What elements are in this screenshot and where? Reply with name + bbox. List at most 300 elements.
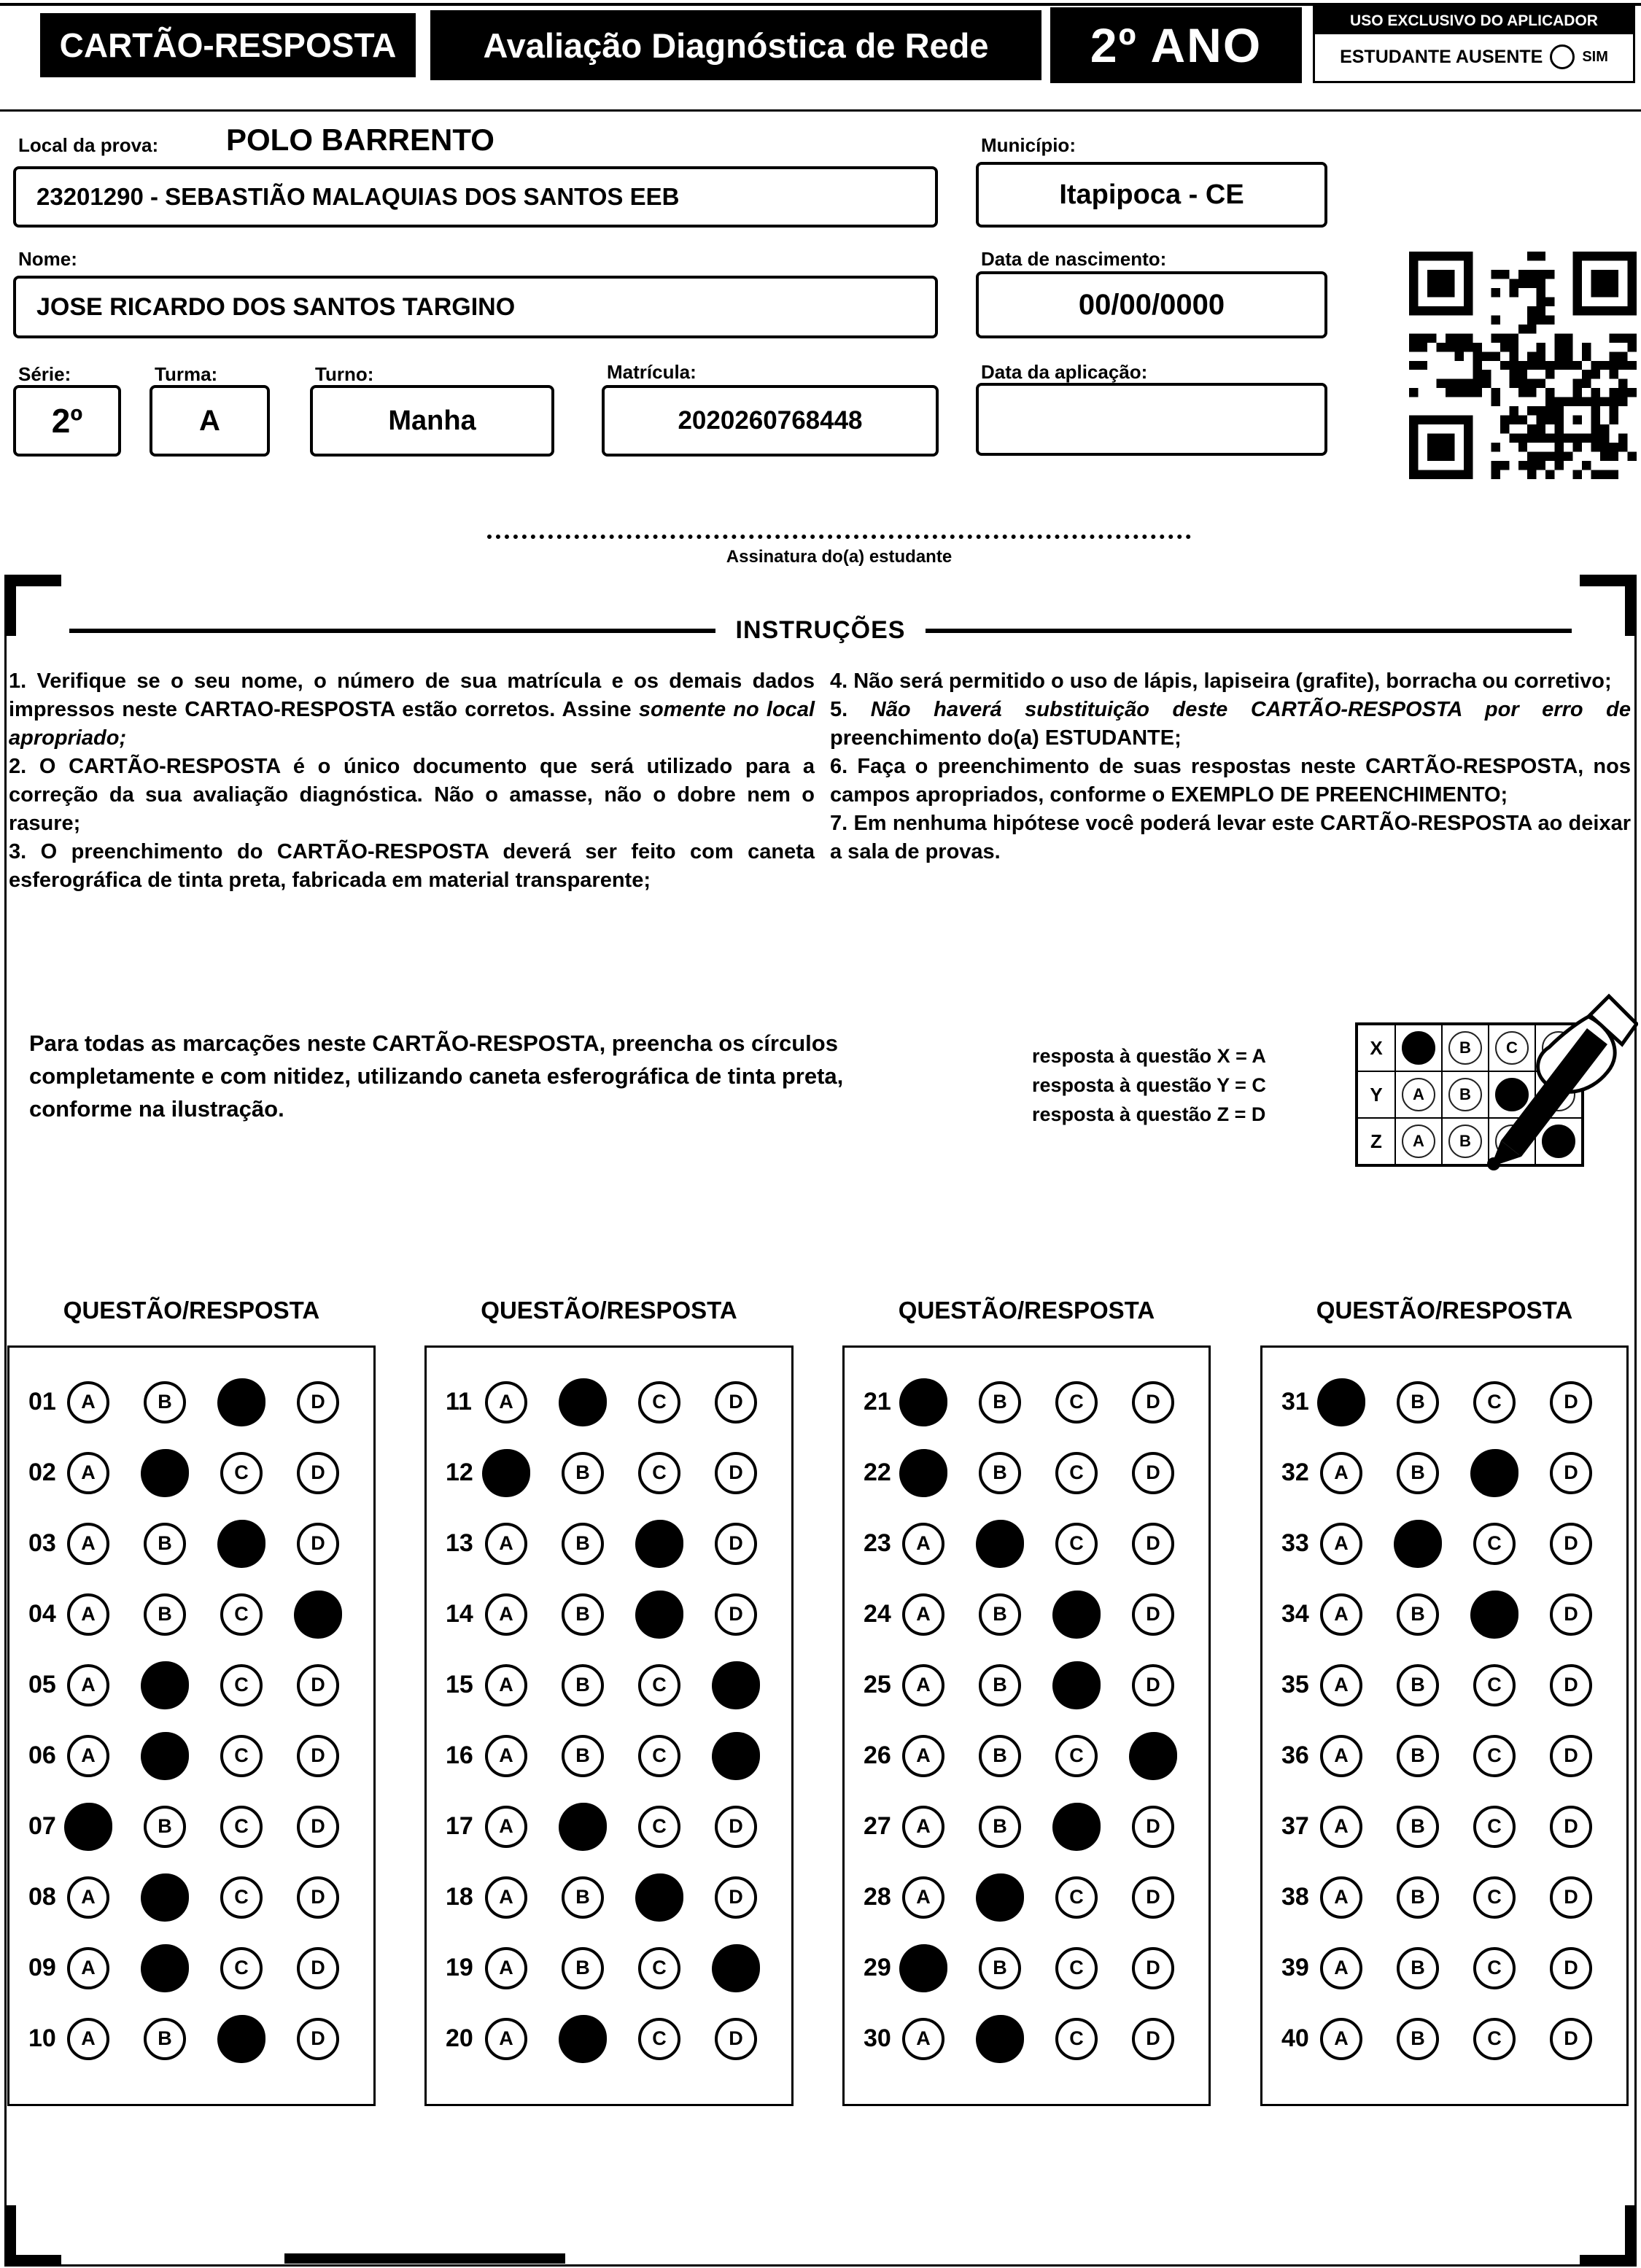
- answer-bubble-filled[interactable]: [1317, 1378, 1365, 1426]
- answer-bubble-filled[interactable]: [635, 1591, 683, 1639]
- answer-bubble[interactable]: B: [1397, 1806, 1439, 1848]
- answer-bubble[interactable]: C: [638, 1452, 680, 1494]
- matricula-label: Matrícula:: [607, 361, 697, 383]
- answer-bubble[interactable]: A: [485, 1947, 527, 1989]
- hand-pen-illustration: [1479, 986, 1638, 1174]
- answer-bubble[interactable]: D: [297, 1452, 339, 1494]
- bottom-timing-mark: [284, 2253, 565, 2264]
- answer-bubble[interactable]: A: [485, 1381, 527, 1424]
- nascimento-label: Data de nascimento:: [981, 248, 1167, 270]
- instructions-left-column: [9, 667, 815, 895]
- answer-bubble[interactable]: A: [67, 1947, 109, 1989]
- example-legend-line: resposta à questão Z = D: [1032, 1103, 1266, 1125]
- answer-bubble[interactable]: D: [715, 1876, 757, 1919]
- answer-bubble[interactable]: D: [297, 2018, 339, 2060]
- question-row: [9, 1508, 373, 1579]
- answers-box-4: [1260, 1345, 1629, 2106]
- answer-bubble[interactable]: C: [1473, 2018, 1516, 2060]
- answer-bubble[interactable]: C: [638, 1806, 680, 1848]
- answer-bubble[interactable]: A: [902, 1735, 944, 1777]
- answer-bubble[interactable]: A: [485, 1876, 527, 1919]
- answer-bubble[interactable]: A: [67, 1735, 109, 1777]
- turno-label: Turno:: [315, 363, 374, 385]
- answer-bubble[interactable]: D: [1132, 1452, 1174, 1494]
- answer-bubble[interactable]: D: [297, 1523, 339, 1565]
- question-number: 26: [864, 1741, 891, 1769]
- qr-code: [1409, 252, 1637, 479]
- answer-bubble-filled[interactable]: [1052, 1661, 1101, 1709]
- answer-bubble[interactable]: B: [979, 1452, 1021, 1494]
- answer-bubble-filled[interactable]: [217, 1378, 265, 1426]
- instruction-text: Não haverá substituição deste CARTÃO-RESPOSTA por erro de: [870, 698, 1631, 721]
- question-number: 20: [446, 2024, 473, 2052]
- question-number: 23: [864, 1529, 891, 1557]
- answer-bubble[interactable]: D: [1550, 1452, 1592, 1494]
- answer-bubble[interactable]: D: [1550, 1947, 1592, 1989]
- example-bubble: A: [1402, 1125, 1435, 1158]
- question-row: [9, 1933, 373, 2003]
- question-row: [427, 1437, 791, 1508]
- question-row: [1262, 1650, 1626, 1720]
- instruction-item: [830, 696, 1631, 753]
- question-number: 30: [864, 2024, 891, 2052]
- example-bubble: B: [1448, 1125, 1482, 1158]
- question-number: 05: [28, 1671, 56, 1698]
- answer-bubble[interactable]: B: [144, 1806, 186, 1848]
- question-number: 09: [28, 1954, 56, 1981]
- answer-bubble-filled[interactable]: [899, 1944, 947, 1992]
- question-row: [1262, 1933, 1626, 2003]
- question-number: 11: [446, 1388, 472, 1415]
- answer-bubble[interactable]: A: [902, 1523, 944, 1565]
- answer-bubble-filled[interactable]: [141, 1449, 189, 1497]
- question-number: 21: [864, 1388, 891, 1415]
- question-row: [845, 1933, 1209, 2003]
- answer-bubble[interactable]: B: [1397, 1381, 1439, 1424]
- answer-bubble[interactable]: C: [220, 1664, 263, 1706]
- instruction-text: preenchimento do(a) ESTUDANTE;: [830, 726, 1182, 750]
- example-bubble: C: [1495, 1031, 1529, 1065]
- answer-bubble-filled[interactable]: [294, 1591, 342, 1639]
- answer-bubble[interactable]: D: [297, 1735, 339, 1777]
- answer-bubble[interactable]: D: [1550, 1735, 1592, 1777]
- answer-bubble-filled[interactable]: [976, 2015, 1024, 2063]
- turma-label: Turma:: [155, 363, 218, 385]
- answer-bubble[interactable]: B: [1397, 1735, 1439, 1777]
- nome-label: Nome:: [18, 248, 77, 270]
- answer-bubble[interactable]: B: [1397, 1452, 1439, 1494]
- answer-bubble[interactable]: D: [1550, 1523, 1592, 1565]
- instruction-text: 4. Não será permitido o uso de lápis, lapiseira (grafite), borracha ou corretivo;: [830, 669, 1612, 693]
- answer-bubble[interactable]: C: [220, 1593, 263, 1636]
- question-row: [845, 2003, 1209, 2074]
- question-number: 32: [1281, 1459, 1309, 1486]
- instruction-text: somente no local apropriado;: [9, 698, 815, 750]
- answer-bubble[interactable]: C: [1055, 2018, 1098, 2060]
- local-value: POLO BARRENTO: [226, 123, 494, 157]
- answer-bubble[interactable]: D: [715, 1381, 757, 1424]
- answer-bubble-filled[interactable]: [1052, 1803, 1101, 1851]
- answer-bubble-filled[interactable]: [559, 2015, 607, 2063]
- answer-bubble[interactable]: D: [715, 1593, 757, 1636]
- answers-box-3: [842, 1345, 1211, 2106]
- answer-bubble[interactable]: A: [1320, 2018, 1362, 2060]
- answer-bubble-filled[interactable]: [976, 1520, 1024, 1568]
- example-row-label: X: [1357, 1025, 1395, 1071]
- answer-bubble[interactable]: C: [1055, 1735, 1098, 1777]
- answer-bubble[interactable]: B: [979, 1593, 1021, 1636]
- question-row: [9, 1791, 373, 1862]
- answer-bubble[interactable]: C: [1473, 1735, 1516, 1777]
- answer-bubble[interactable]: D: [1132, 1947, 1174, 1989]
- question-number: 25: [864, 1671, 891, 1698]
- signature-line: [487, 535, 1191, 539]
- answer-bubble[interactable]: A: [485, 2018, 527, 2060]
- answer-bubble-filled[interactable]: [141, 1732, 189, 1780]
- corner-mark-top-left: [4, 575, 61, 636]
- answers-header-4: QUESTÃO/RESPOSTA: [1316, 1297, 1573, 1324]
- answer-bubble[interactable]: D: [1132, 1876, 1174, 1919]
- answer-bubble[interactable]: A: [902, 2018, 944, 2060]
- instruction-text: 6. Faça o preenchimento de suas respostas neste CARTÃO-RESPOSTA, nos campos apropriados, conforme o EXEMPLO DE PREENCHIMENTO;: [830, 755, 1631, 807]
- answer-bubble[interactable]: B: [144, 1381, 186, 1424]
- question-row: [9, 1437, 373, 1508]
- question-row: [1262, 1862, 1626, 1933]
- answer-bubble-filled[interactable]: [1470, 1591, 1518, 1639]
- answer-bubble[interactable]: D: [1132, 1523, 1174, 1565]
- answer-bubble[interactable]: A: [67, 1452, 109, 1494]
- turno-box: Manha: [310, 385, 554, 457]
- answer-bubble[interactable]: D: [715, 1452, 757, 1494]
- answer-bubble[interactable]: D: [715, 1523, 757, 1565]
- answer-bubble-filled[interactable]: [899, 1378, 947, 1426]
- instruction-item: [830, 753, 1631, 809]
- question-row: [845, 1791, 1209, 1862]
- answer-bubble[interactable]: A: [1320, 1664, 1362, 1706]
- answer-bubble[interactable]: B: [562, 1947, 604, 1989]
- answer-bubble-filled[interactable]: [1394, 1520, 1442, 1568]
- answer-bubble[interactable]: C: [1473, 1876, 1516, 1919]
- answer-bubble[interactable]: C: [1473, 1381, 1516, 1424]
- answer-bubble-filled[interactable]: [217, 1520, 265, 1568]
- answer-bubble[interactable]: D: [715, 1806, 757, 1848]
- answer-bubble[interactable]: A: [902, 1664, 944, 1706]
- answer-bubble[interactable]: D: [1550, 1381, 1592, 1424]
- question-number: 14: [446, 1600, 473, 1628]
- question-row: [1262, 1437, 1626, 1508]
- question-number: 33: [1281, 1529, 1309, 1557]
- instruction-item: [9, 753, 815, 838]
- answer-bubble[interactable]: B: [1397, 2018, 1439, 2060]
- instructions-right-column: [830, 667, 1631, 866]
- answer-bubble[interactable]: B: [562, 1735, 604, 1777]
- answer-bubble[interactable]: C: [1473, 1664, 1516, 1706]
- question-number: 24: [864, 1600, 891, 1628]
- answer-bubble[interactable]: D: [1132, 1381, 1174, 1424]
- answer-bubble[interactable]: A: [67, 1523, 109, 1565]
- local-label: Local da prova:: [18, 134, 159, 156]
- answer-bubble[interactable]: A: [67, 2018, 109, 2060]
- instruction-text: 1. Verifique se o seu nome, o número de sua matrícula e os demais dados impressos neste CARTAO-RESPOSTA estão corretos. Assine: [9, 669, 815, 721]
- applicator-exclusive-box: [1313, 6, 1635, 83]
- student-absent-row: [1315, 34, 1633, 79]
- municipio-box: Itapipoca - CE: [976, 162, 1327, 228]
- answer-bubble[interactable]: C: [1055, 1452, 1098, 1494]
- question-number: 16: [446, 1741, 473, 1769]
- answer-bubble[interactable]: A: [1320, 1947, 1362, 1989]
- example-legend-line: resposta à questão Y = C: [1032, 1074, 1266, 1096]
- question-row: [9, 1862, 373, 1933]
- answer-bubble-filled[interactable]: [1052, 1591, 1101, 1639]
- answer-bubble-filled[interactable]: [559, 1378, 607, 1426]
- marking-instructions-paragraph: Para todas as marcações neste CARTÃO-RESPOSTA, preencha os círculos completamente e com nitidez, utilizando caneta esferográfica de tinta preta, conforme na ilustração.: [29, 1030, 844, 1122]
- answer-bubble[interactable]: A: [485, 1735, 527, 1777]
- answer-bubble-filled[interactable]: [712, 1661, 760, 1709]
- answer-bubble[interactable]: C: [1473, 1947, 1516, 1989]
- question-row: [845, 1437, 1209, 1508]
- question-row: [427, 1720, 791, 1791]
- answer-bubble[interactable]: C: [1055, 1947, 1098, 1989]
- answer-bubble-filled[interactable]: [141, 1661, 189, 1709]
- matricula-box: 2020260768448: [602, 385, 939, 457]
- answer-bubble-filled[interactable]: [635, 1520, 683, 1568]
- answer-bubble[interactable]: D: [1132, 2018, 1174, 2060]
- answer-bubble[interactable]: D: [1550, 1593, 1592, 1636]
- question-row: [1262, 1367, 1626, 1437]
- instruction-item: [9, 838, 815, 895]
- answer-bubble[interactable]: D: [1550, 1664, 1592, 1706]
- answer-bubble-filled[interactable]: [635, 1873, 683, 1922]
- answer-bubble-filled[interactable]: [1470, 1449, 1518, 1497]
- answer-bubble[interactable]: B: [562, 1664, 604, 1706]
- answer-bubble[interactable]: D: [1132, 1593, 1174, 1636]
- question-row: [427, 1791, 791, 1862]
- answers-header-2: QUESTÃO/RESPOSTA: [481, 1297, 737, 1324]
- question-row: [427, 1862, 791, 1933]
- answer-bubble[interactable]: B: [1397, 1664, 1439, 1706]
- question-number: 15: [446, 1671, 473, 1698]
- answer-bubble[interactable]: B: [1397, 1876, 1439, 1919]
- answer-bubble[interactable]: B: [144, 2018, 186, 2060]
- example-legend: [1032, 1041, 1266, 1129]
- example-cell: [1395, 1025, 1442, 1071]
- instruction-item: [830, 667, 1631, 696]
- example-cell: [1395, 1118, 1442, 1165]
- example-cell: [1395, 1071, 1442, 1118]
- answer-bubble[interactable]: C: [220, 1452, 263, 1494]
- answer-bubble-filled[interactable]: [217, 2015, 265, 2063]
- question-number: 12: [446, 1459, 473, 1486]
- answer-bubble[interactable]: A: [902, 1593, 944, 1636]
- answer-bubble-filled[interactable]: [976, 1873, 1024, 1922]
- question-row: [1262, 2003, 1626, 2074]
- question-row: [1262, 1720, 1626, 1791]
- question-row: [1262, 1508, 1626, 1579]
- answer-bubble[interactable]: C: [220, 1735, 263, 1777]
- question-number: 40: [1281, 2024, 1309, 2052]
- question-number: 34: [1281, 1600, 1309, 1628]
- municipio-label: Município:: [981, 134, 1076, 156]
- answer-bubble[interactable]: A: [1320, 1735, 1362, 1777]
- answer-bubble[interactable]: A: [485, 1593, 527, 1636]
- answer-bubble[interactable]: C: [1055, 1381, 1098, 1424]
- header-divider: [0, 109, 1641, 112]
- answer-bubble[interactable]: D: [297, 1947, 339, 1989]
- absent-sim-label: SIM: [1582, 48, 1608, 65]
- answer-bubble-filled[interactable]: [1129, 1732, 1177, 1780]
- answer-bubble[interactable]: C: [1055, 1523, 1098, 1565]
- corner-mark-top-right: [1580, 575, 1637, 636]
- signature-label: Assinatura do(a) estudante: [726, 547, 953, 567]
- answer-bubble[interactable]: C: [638, 1381, 680, 1424]
- answer-bubble[interactable]: B: [562, 1523, 604, 1565]
- answer-bubble[interactable]: D: [1132, 1664, 1174, 1706]
- question-row: [427, 1367, 791, 1437]
- question-row: [1262, 1791, 1626, 1862]
- serie-label: Série:: [18, 363, 71, 385]
- question-number: 37: [1281, 1812, 1309, 1840]
- question-number: 31: [1281, 1388, 1309, 1415]
- question-number: 10: [28, 2024, 56, 2052]
- question-row: [9, 1579, 373, 1650]
- question-row: [845, 1862, 1209, 1933]
- answer-bubble-filled[interactable]: [141, 1944, 189, 1992]
- answer-bubble[interactable]: A: [1320, 1876, 1362, 1919]
- answer-bubble[interactable]: D: [1550, 1806, 1592, 1848]
- question-row: [9, 1720, 373, 1791]
- question-number: 03: [28, 1529, 56, 1557]
- answer-bubble[interactable]: A: [485, 1664, 527, 1706]
- answer-bubble-filled[interactable]: [712, 1944, 760, 1992]
- answer-bubble[interactable]: C: [638, 1664, 680, 1706]
- answer-bubble[interactable]: A: [67, 1664, 109, 1706]
- answer-bubble[interactable]: A: [67, 1593, 109, 1636]
- corner-mark-bottom-left: [4, 2205, 61, 2267]
- answer-bubble[interactable]: B: [562, 1593, 604, 1636]
- student-absent-label: ESTUDANTE AUSENTE: [1340, 46, 1543, 67]
- example-bubble-filled: [1402, 1031, 1435, 1065]
- answer-bubble[interactable]: B: [1397, 1593, 1439, 1636]
- answer-bubble[interactable]: C: [638, 1735, 680, 1777]
- answer-bubble[interactable]: B: [979, 1664, 1021, 1706]
- question-number: 19: [446, 1954, 473, 1981]
- answer-bubble[interactable]: B: [144, 1523, 186, 1565]
- answer-bubble[interactable]: A: [902, 1806, 944, 1848]
- question-row: [427, 1508, 791, 1579]
- applicator-title: USO EXCLUSIVO DO APLICADOR: [1315, 8, 1633, 34]
- question-number: 35: [1281, 1671, 1309, 1698]
- example-bubble: B: [1448, 1031, 1482, 1065]
- turma-box: A: [150, 385, 270, 457]
- answer-bubble-filled[interactable]: [712, 1732, 760, 1780]
- question-row: [9, 1367, 373, 1437]
- question-row: [9, 2003, 373, 2074]
- grade-badge: 2º ANO: [1050, 7, 1302, 83]
- answer-bubble[interactable]: C: [1055, 1876, 1098, 1919]
- answer-bubble[interactable]: D: [297, 1664, 339, 1706]
- question-number: 38: [1281, 1883, 1309, 1911]
- answer-bubble[interactable]: D: [1132, 1806, 1174, 1848]
- nascimento-box: 00/00/0000: [976, 271, 1327, 338]
- instructions-rule-left: [69, 629, 715, 633]
- question-number: 17: [446, 1812, 473, 1840]
- answers-box-2: [424, 1345, 794, 2106]
- answer-bubble-filled[interactable]: [559, 1803, 607, 1851]
- question-row: [427, 1650, 791, 1720]
- question-row: [845, 1367, 1209, 1437]
- answer-bubble[interactable]: A: [67, 1876, 109, 1919]
- question-row: [427, 1579, 791, 1650]
- question-number: 02: [28, 1459, 56, 1486]
- instruction-text: 3. O preenchimento do CARTÃO-RESPOSTA deverá ser feito com caneta esferográfica de tinta preta, fabricada em material transparente;: [9, 840, 815, 892]
- answer-bubble[interactable]: D: [715, 2018, 757, 2060]
- answer-bubble[interactable]: C: [638, 1947, 680, 1989]
- answers-box-1: [7, 1345, 376, 2106]
- answer-bubble[interactable]: A: [485, 1523, 527, 1565]
- answers-header-3: QUESTÃO/RESPOSTA: [898, 1297, 1155, 1324]
- answer-bubble[interactable]: C: [1473, 1523, 1516, 1565]
- answer-bubble[interactable]: B: [979, 1947, 1021, 1989]
- instruction-text: 5.: [830, 698, 871, 721]
- answer-bubble[interactable]: B: [562, 1452, 604, 1494]
- question-number: 22: [864, 1459, 891, 1486]
- answer-bubble[interactable]: C: [220, 1947, 263, 1989]
- question-number: 29: [864, 1954, 891, 1981]
- answer-bubble[interactable]: A: [1320, 1523, 1362, 1565]
- serie-box: 2º: [13, 385, 121, 457]
- answer-bubble[interactable]: A: [902, 1876, 944, 1919]
- answer-bubble[interactable]: D: [1550, 2018, 1592, 2060]
- answer-bubble-filled[interactable]: [64, 1803, 112, 1851]
- answer-bubble[interactable]: B: [144, 1593, 186, 1636]
- answer-bubble[interactable]: C: [220, 1876, 263, 1919]
- nome-box: JOSE RICARDO DOS SANTOS TARGINO: [13, 276, 938, 338]
- answer-bubble[interactable]: B: [979, 1381, 1021, 1424]
- instruction-text: 2. O CARTÃO-RESPOSTA é o único documento que será utilizado para a correção da sua avaliação diagnóstica. Não o amasse, não o dobre nem o rasure;: [9, 755, 815, 835]
- question-number: 08: [28, 1883, 56, 1911]
- answer-bubble[interactable]: B: [1397, 1947, 1439, 1989]
- example-bubble: B: [1448, 1078, 1482, 1111]
- instruction-text: 7. Em nenhuma hipótese você poderá levar este CARTÃO-RESPOSTA ao deixar a sala de provas.: [830, 812, 1631, 863]
- answer-bubble[interactable]: C: [220, 1806, 263, 1848]
- answer-bubble[interactable]: A: [67, 1381, 109, 1424]
- corner-mark-bottom-right: [1580, 2205, 1637, 2267]
- answer-bubble[interactable]: B: [562, 1876, 604, 1919]
- question-row: [845, 1720, 1209, 1791]
- answer-bubble[interactable]: D: [1550, 1876, 1592, 1919]
- answer-bubble-filled[interactable]: [141, 1873, 189, 1922]
- answer-bubble[interactable]: A: [1320, 1593, 1362, 1636]
- answer-bubble[interactable]: D: [297, 1876, 339, 1919]
- example-row-label: Z: [1357, 1118, 1395, 1165]
- answer-bubble[interactable]: B: [979, 1806, 1021, 1848]
- answer-bubble[interactable]: B: [979, 1735, 1021, 1777]
- question-row: [845, 1508, 1209, 1579]
- answer-bubble[interactable]: D: [297, 1806, 339, 1848]
- answer-bubble[interactable]: D: [297, 1381, 339, 1424]
- answer-bubble[interactable]: A: [485, 1806, 527, 1848]
- answer-bubble[interactable]: A: [1320, 1452, 1362, 1494]
- answer-bubble-filled[interactable]: [482, 1449, 530, 1497]
- school-box: 23201290 - SEBASTIÃO MALAQUIAS DOS SANTOS EEB: [13, 166, 938, 228]
- answer-bubble-filled[interactable]: [899, 1449, 947, 1497]
- absent-mark-bubble[interactable]: [1550, 44, 1575, 69]
- aplicacao-box: [976, 383, 1327, 456]
- example-row-label: Y: [1357, 1071, 1395, 1118]
- answer-bubble[interactable]: C: [638, 2018, 680, 2060]
- answer-bubble[interactable]: C: [1473, 1806, 1516, 1848]
- answer-bubble[interactable]: A: [1320, 1806, 1362, 1848]
